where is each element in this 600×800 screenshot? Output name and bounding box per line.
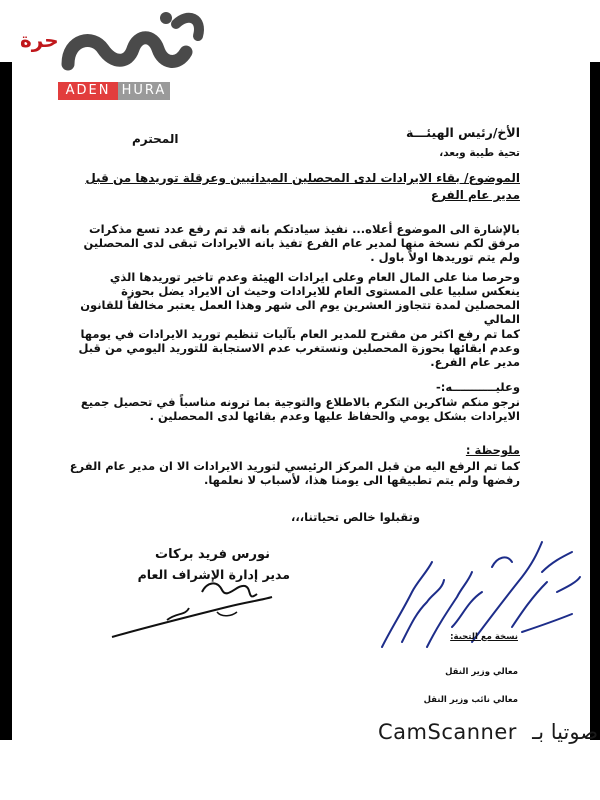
camscanner-arabic-text: صوتيا بـ xyxy=(532,720,599,744)
letter-note-text: كما تم الرفع اليه من قبل المركز الرئيسي لتوريد الايرادات الا ان مدير عام الفرع رفضها ولم يتم تطبيقها الى يومنا هذا، لأسباب لا نعلمها. xyxy=(69,459,520,487)
bottom-white-strip xyxy=(0,740,600,800)
letter-wa-alayh: وعليـــــــــــه:- xyxy=(436,380,520,394)
camscanner-app-text: CamScanner xyxy=(378,720,517,744)
letter-recipient: الأخ/رئيس الهيئـــة xyxy=(405,125,520,140)
cc-recipient-1: معالي وزير النقل xyxy=(445,667,518,677)
letter-note-heading: ملوحظة : xyxy=(465,443,520,457)
logo-aden-text: ADEN xyxy=(58,82,118,100)
letter-respect: المحترم xyxy=(132,132,179,146)
logo-arabic-small-text: حرة xyxy=(20,28,59,52)
logo-hura-text: HURA xyxy=(118,82,170,100)
camscanner-watermark xyxy=(378,720,599,744)
signer-name: نورس فريد بركات xyxy=(155,547,270,562)
aden-logo-mark xyxy=(58,4,208,84)
signer-title: مدير إدارة الإشراف العام xyxy=(137,567,290,582)
letter-paragraph-2: وحرصا منا على المال العام وعلى ايرادات الهيئة وعدم تاخير توريدها الذي ينعكس سلبيا على المستوى العام للايرادات وحيث ان الايراد يضل بحوزة المحصلين لمدة تتجاوز العشرين يوم الى شهر وهذا العمل يعتبر مخالفاً للقانون المالي xyxy=(80,270,520,326)
letter-closing: وتقبلوا خالص تحياتنا،،، xyxy=(291,510,420,524)
cc-recipient-2: معالي نائب وزير النقل xyxy=(423,695,518,705)
letter-request: نرجو منكم شاكرين التكرم بالاطلاع والتوجية بما ترونه مناسباً في تحصيل جميع الايرادات بشكل يومي والحفاظ عليها وعدم بقائها لدى المحصلين . xyxy=(80,395,520,423)
letter-paragraph-1: بالإشارة الى الموضوع أعلاه... نفيذ سيادتكم بانه قد تم رفع عدد تسع مذكرات مرفق لكم نسخة منها لمدير عام الفرع تفيذ بانه الايرادات تبقى لدى المحصلين ولم يتم توريدها اولاً باول . xyxy=(83,222,520,264)
aden-hura-logo xyxy=(20,4,208,104)
letter-subject: الموضوع/ بقاء الايرادات لدى المحصلين الميدانيين وعرقلة توريدها من قبل مدير عام الفرع xyxy=(85,171,520,202)
letter-page xyxy=(12,62,590,740)
signer-signature xyxy=(107,572,277,647)
cc-heading: نسخة مع التحية: xyxy=(450,632,518,642)
letter-paragraph-3: كما تم رفع اكثر من مقترح للمدير العام بآليات تنظيم توريد الايرادات في يومها وعدم ابقائها بحوزة المحصلين ونستغرب عدم الاستجابة للتوريد اليومي من قبل مدير عام الفرع. xyxy=(78,327,520,369)
letter-greeting: تحية طيبة وبعد، xyxy=(439,147,520,159)
